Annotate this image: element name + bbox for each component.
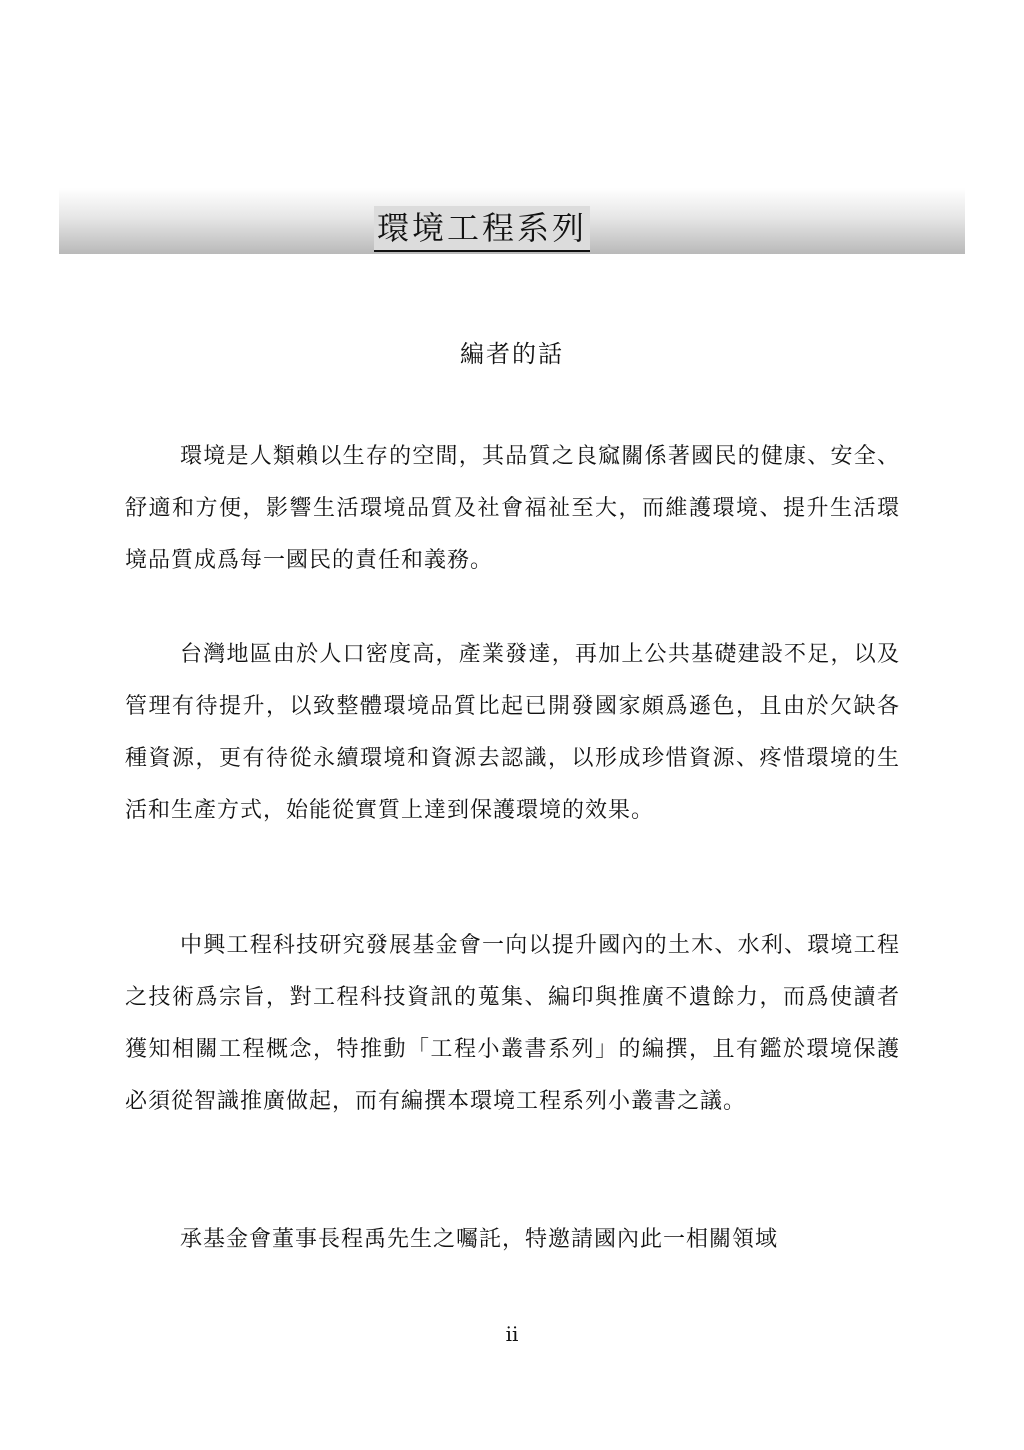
paragraph-1: 環境是人類賴以生存的空間，其品質之良窳關係著國民的健康、安全、舒適和方便，影響生活環境品質及社會福祉至大，而維護環境、提升生活環境品質成爲每一國民的責任和義務。 [125,444,900,573]
series-title: 環境工程系列 [374,206,590,252]
paragraph-4: 承基金會董事長程禹先生之囑託，特邀請國內此一相關領域 [180,1227,779,1252]
paragraph-3: 中興工程科技研究發展基金會一向以提升國內的土木、水利、環境工程之技術爲宗旨，對工程科技資訊的蒐集、編印與推廣不遺餘力，而爲使讀者獲知相關工程概念，特推動「工程小叢書系列」的編撰，且有鑑於環境保護必須從智識推廣做起，而有編撰本環境工程系列小叢書之議。 [125,933,900,1114]
editor-note-heading: 編者的話 [460,340,564,368]
page-number: ii [505,1322,519,1346]
paragraph-2: 台灣地區由於人口密度高，產業發達，再加上公共基礎建設不足，以及管理有待提升，以致整體環境品質比起已開發國家頗爲遜色，且由於欠缺各種資源，更有待從永續環境和資源去認識，以形成珍惜資源、疼惜環境的生活和生產方式，始能從實質上達到保護環境的效果。 [125,642,900,823]
